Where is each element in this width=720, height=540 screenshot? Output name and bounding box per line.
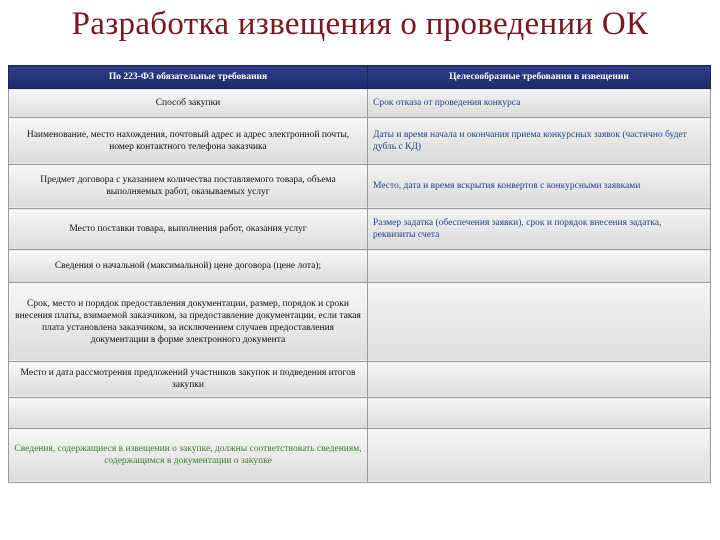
table-header-row [9,66,711,89]
table-row [9,117,711,164]
table-cell-left: Место поставки товара, выполнения работ, оказания услуг [9,209,368,250]
table-row [9,361,711,398]
table-row [9,209,711,250]
table-cell-right [368,398,711,429]
table-row [9,282,711,361]
table-cell-left: Срок, место и порядок предоставления документации, размер, порядок и сроки внесения платы, взимаемой заказчиком, за предоставление документации, если такая плата установлена заказчиком, за исключением случаев предоставления документации в форме электронного документа [9,282,368,361]
table-row [9,89,711,118]
header-recommended-requirements: Целесообразные требования в извещении [368,66,711,89]
header-mandatory-requirements: По 223-ФЗ обязательные требования [9,66,368,89]
table-cell-left: Наименование, место нахождения, почтовый адрес и адрес электронной почты, номер контактного телефона заказчика [9,117,368,164]
table-cell-left: Предмет договора с указанием количества поставляемого товара, объема выполняемых работ, оказываемых услуг [9,164,368,209]
requirements-table [8,65,711,483]
table-row [9,428,711,482]
table-row [9,250,711,283]
table-cell-left [9,398,368,429]
table-cell-right [368,361,711,398]
slide-title: Разработка извещения о проведении ОК [71,6,649,42]
table-cell-right: Место, дата и время вскрытия конвертов с конкурсными заявками [368,164,711,209]
table-cell-right [368,250,711,283]
table-cell-left: Сведения, содержащиеся в извещении о закупке, должны соответствовать сведениям, содержащимся в документации о закупке [9,428,368,482]
table-row [9,164,711,209]
table-cell-left: Место и дата рассмотрения предложений участников закупок и подведения итогов закупки [9,361,368,398]
table-cell-right [368,428,711,482]
table-cell-right: Срок отказа от проведения конкурса [368,89,711,118]
table-cell-left: Способ закупки [9,89,368,118]
table-cell-right: Размер задатка (обеспечения заявки), срок и порядок внесения задатка, реквизиты счета [368,209,711,250]
table-row [9,398,711,429]
table-cell-left: Сведения о начальной (максимальной) цене договора (цене лота); [9,250,368,283]
table-cell-right [368,282,711,361]
table-cell-right: Даты и время начала и окончания приема конкурсных заявок (частично будет дубль с КД) [368,117,711,164]
